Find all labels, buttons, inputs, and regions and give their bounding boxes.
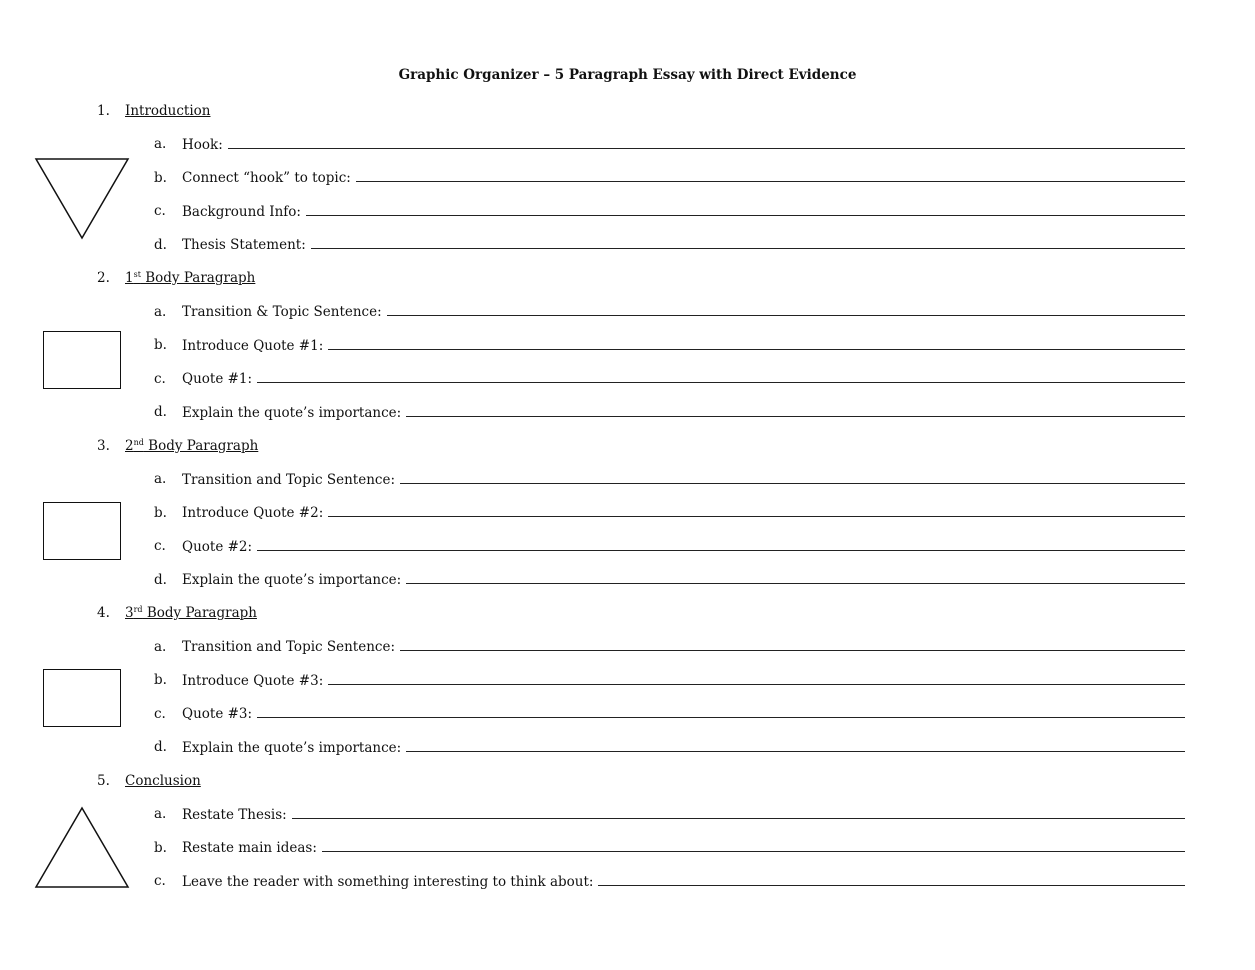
ordinal-suffix: rd (133, 605, 143, 615)
answer-blank-line[interactable] (311, 236, 1185, 249)
answer-blank-line[interactable] (328, 337, 1185, 350)
item-letter: a. (154, 638, 167, 655)
organizer-list (0, 94, 1255, 898)
item-letter: a. (154, 471, 167, 488)
item-label: Hook: (182, 136, 223, 153)
item-label: Explain the quote’s importance: (182, 404, 402, 421)
section-heading (0, 94, 1255, 128)
list-item (0, 228, 1255, 262)
section-title-text: 3 (125, 605, 134, 622)
list-item (0, 128, 1255, 162)
list-item (0, 731, 1255, 765)
section-title-text: 2 (125, 437, 134, 454)
item-label: Introduce Quote #3: (182, 672, 324, 689)
item-letter: b. (154, 672, 167, 689)
list-item (0, 865, 1255, 899)
list-item (0, 664, 1255, 698)
section-title-text: Conclusion (125, 772, 201, 789)
section-title-text: Introduction (125, 102, 211, 119)
answer-blank-line[interactable] (328, 504, 1185, 517)
list-item (0, 831, 1255, 865)
section-number: 3. (97, 437, 110, 454)
answer-blank-line[interactable] (406, 404, 1185, 417)
answer-blank-line[interactable] (328, 672, 1185, 685)
item-letter: c. (154, 705, 166, 722)
list-item (0, 195, 1255, 229)
section-title-rest: Body Paragraph (143, 437, 259, 454)
item-label: Transition and Topic Sentence: (182, 471, 396, 488)
section-title-rest: Body Paragraph (142, 605, 257, 622)
item-letter: a. (154, 806, 167, 823)
item-label: Introduce Quote #1: (182, 337, 324, 354)
section-title-text: 1 (125, 270, 134, 287)
answer-blank-line[interactable] (292, 806, 1185, 819)
item-letter: b. (154, 169, 167, 186)
item-letter: a. (154, 303, 167, 320)
item-letter: a. (154, 136, 167, 153)
item-letter: b. (154, 337, 167, 354)
answer-blank-line[interactable] (306, 203, 1185, 216)
item-letter: d. (154, 571, 167, 588)
item-label: Background Info: (182, 203, 301, 220)
item-letter: c. (154, 538, 166, 555)
list-item (0, 530, 1255, 564)
item-label: Explain the quote’s importance: (182, 572, 402, 589)
item-letter: b. (154, 839, 167, 856)
list-item (0, 563, 1255, 597)
item-label: Explain the quote’s importance: (182, 739, 402, 756)
list-item (0, 697, 1255, 731)
item-letter: c. (154, 370, 166, 387)
section-number: 4. (97, 605, 110, 622)
list-item (0, 362, 1255, 396)
list-item (0, 630, 1255, 664)
page-title: Graphic Organizer – 5 Paragraph Essay with Direct Evidence (398, 67, 857, 83)
section-title (125, 438, 258, 454)
item-label: Leave the reader with something interesting to think about: (182, 873, 594, 890)
section-title (125, 103, 211, 119)
list-item (0, 496, 1255, 530)
section-number: 2. (97, 270, 110, 287)
item-label: Restate Thesis: (182, 806, 287, 823)
ordinal-suffix: nd (133, 437, 144, 447)
answer-blank-line[interactable] (400, 471, 1185, 484)
section-title (125, 605, 257, 621)
answer-blank-line[interactable] (322, 839, 1185, 852)
answer-blank-line[interactable] (257, 370, 1185, 383)
list-item (0, 396, 1255, 430)
list-item (0, 463, 1255, 497)
item-label: Transition and Topic Sentence: (182, 639, 396, 656)
item-label: Restate main ideas: (182, 840, 317, 857)
item-label: Introduce Quote #2: (182, 505, 324, 522)
item-letter: c. (154, 203, 166, 220)
ordinal-suffix: st (133, 270, 141, 280)
item-label: Quote #2: (182, 538, 253, 555)
list-item (0, 798, 1255, 832)
item-label: Quote #1: (182, 371, 253, 388)
answer-blank-line[interactable] (387, 303, 1185, 316)
item-label: Connect “hook” to topic: (182, 170, 351, 187)
item-letter: d. (154, 404, 167, 421)
list-item (0, 295, 1255, 329)
item-letter: d. (154, 236, 167, 253)
answer-blank-line[interactable] (257, 705, 1185, 718)
item-label: Thesis Statement: (182, 237, 306, 254)
section-title (125, 773, 201, 789)
section-title-rest: Body Paragraph (140, 270, 256, 287)
answer-blank-line[interactable] (356, 169, 1185, 182)
section-heading (0, 764, 1255, 798)
item-label: Quote #3: (182, 706, 253, 723)
section-number: 5. (97, 772, 110, 789)
section-heading (0, 262, 1255, 296)
section-heading (0, 597, 1255, 631)
list-item (0, 161, 1255, 195)
item-label: Transition & Topic Sentence: (182, 304, 382, 321)
section-heading (0, 429, 1255, 463)
answer-blank-line[interactable] (400, 638, 1185, 651)
section-number: 1. (97, 102, 110, 119)
item-letter: c. (154, 873, 166, 890)
item-letter: d. (154, 739, 167, 756)
answer-blank-line[interactable] (406, 739, 1185, 752)
section-title (125, 270, 255, 286)
answer-blank-line[interactable] (228, 136, 1185, 149)
answer-blank-line[interactable] (406, 571, 1185, 584)
list-item (0, 329, 1255, 363)
answer-blank-line[interactable] (598, 873, 1185, 886)
answer-blank-line[interactable] (257, 538, 1185, 551)
item-letter: b. (154, 504, 167, 521)
